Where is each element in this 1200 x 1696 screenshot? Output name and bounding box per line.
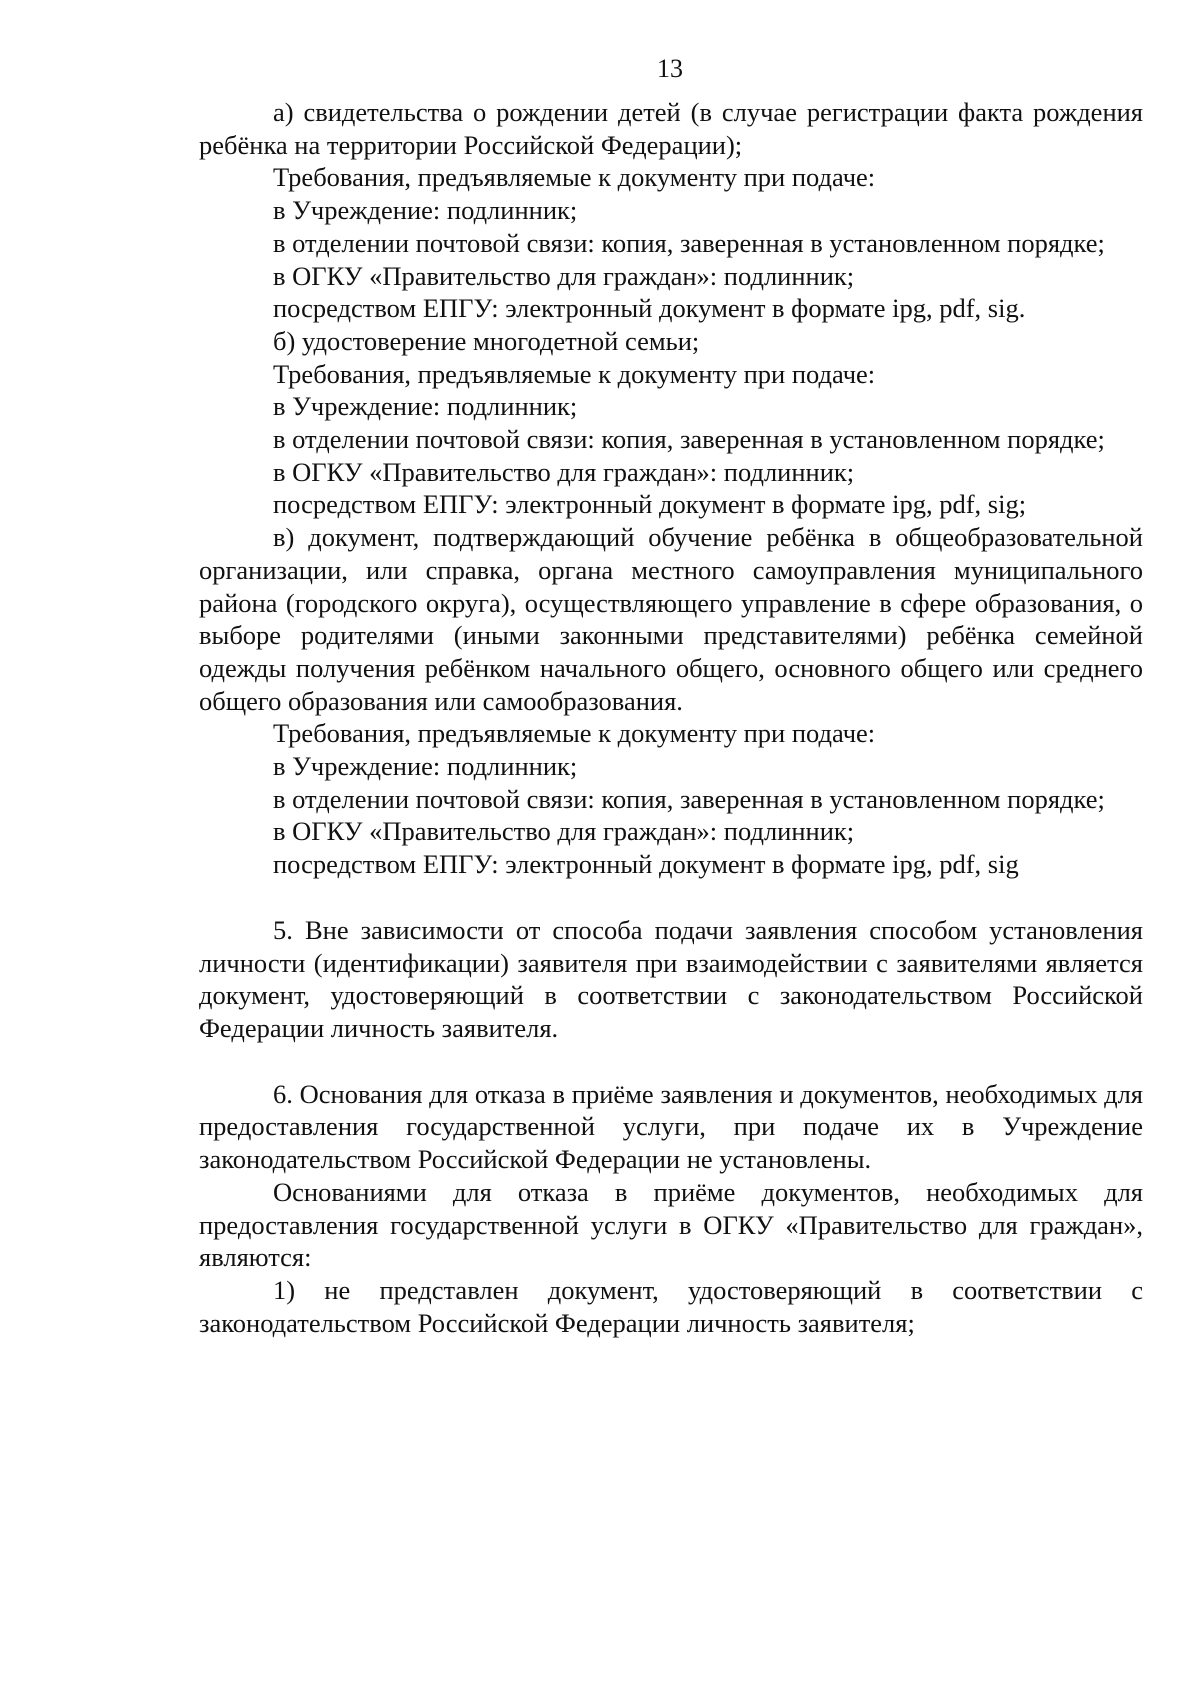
refusal-grounds-ogku-intro: Основаниями для отказа в приёме документов, необходимых для предоставления государственной услуги в ОГКУ «Правительство для граждан», являются:	[199, 1176, 1143, 1273]
requirements-heading: Требования, предъявляемые к документу при подаче:	[273, 358, 876, 389]
page-number: 13	[657, 54, 683, 83]
requirement-institution: в Учреждение: подлинник;	[273, 391, 578, 422]
paragraph-c-education-document: в) документ, подтверждающий обучение ребёнка в общеобразовательной организации, или справка, органа местного самоуправления муниципального района (городского округа), осуществляющего управление в сфере образования, о выборе родителями (иными законными представителями) ребёнка семейной одежды получения ребёнком начального общего, основного общего или среднего общего образования или самообразования.	[199, 522, 1143, 716]
requirement-epgu: посредством ЕПГУ: электронный документ в формате ipg, pdf, sig.	[273, 293, 1026, 324]
requirement-ogku: в ОГКУ «Правительство для граждан»: подлинник;	[273, 456, 855, 487]
document-body	[199, 96, 1143, 1339]
section-5-identification: 5. Вне зависимости от способа подачи заявления способом установления личности (идентификации) заявителя при взаимодействии с заявителями является документ, удостоверяющий в соответствии с законодательством Российской Федерации личность заявителя.	[199, 914, 1143, 1043]
requirement-epgu: посредством ЕПГУ: электронный документ в формате ipg, pdf, sig;	[273, 489, 1027, 520]
requirement-post-office: в отделении почтовой связи: копия, заверенная в установленном порядке;	[273, 424, 1105, 455]
paragraph-b-large-family-certificate: б) удостоверение многодетной семьи;	[273, 325, 700, 356]
section-6-refusal-grounds: 6. Основания для отказа в приёме заявления и документов, необходимых для предоставления государственной услуги, при подаче их в Учреждение законодательством Российской Федерации не установлены.	[199, 1078, 1143, 1175]
requirement-ogku: в ОГКУ «Правительство для граждан»: подлинник;	[273, 260, 855, 291]
requirement-ogku: в ОГКУ «Правительство для граждан»: подлинник;	[273, 816, 855, 847]
paragraph-a-birth-certificates: а) свидетельства о рождении детей (в случае регистрации факта рождения ребёнка на территории Российской Федерации);	[199, 97, 1143, 160]
refusal-ground-1: 1) не представлен документ, удостоверяющий в соответствии с законодательством Российской Федерации личность заявителя;	[199, 1274, 1143, 1338]
requirements-heading: Требования, предъявляемые к документу при подаче:	[273, 162, 876, 193]
requirement-post-office: в отделении почтовой связи: копия, заверенная в установленном порядке;	[273, 783, 1105, 814]
requirement-post-office: в отделении почтовой связи: копия, заверенная в установленном порядке;	[273, 227, 1105, 258]
requirements-heading: Требования, предъявляемые к документу при подаче:	[273, 718, 876, 749]
requirement-epgu: посредством ЕПГУ: электронный документ в формате ipg, pdf, sig	[273, 849, 1019, 880]
requirement-institution: в Учреждение: подлинник;	[273, 195, 578, 226]
requirement-institution: в Учреждение: подлинник;	[273, 751, 578, 782]
